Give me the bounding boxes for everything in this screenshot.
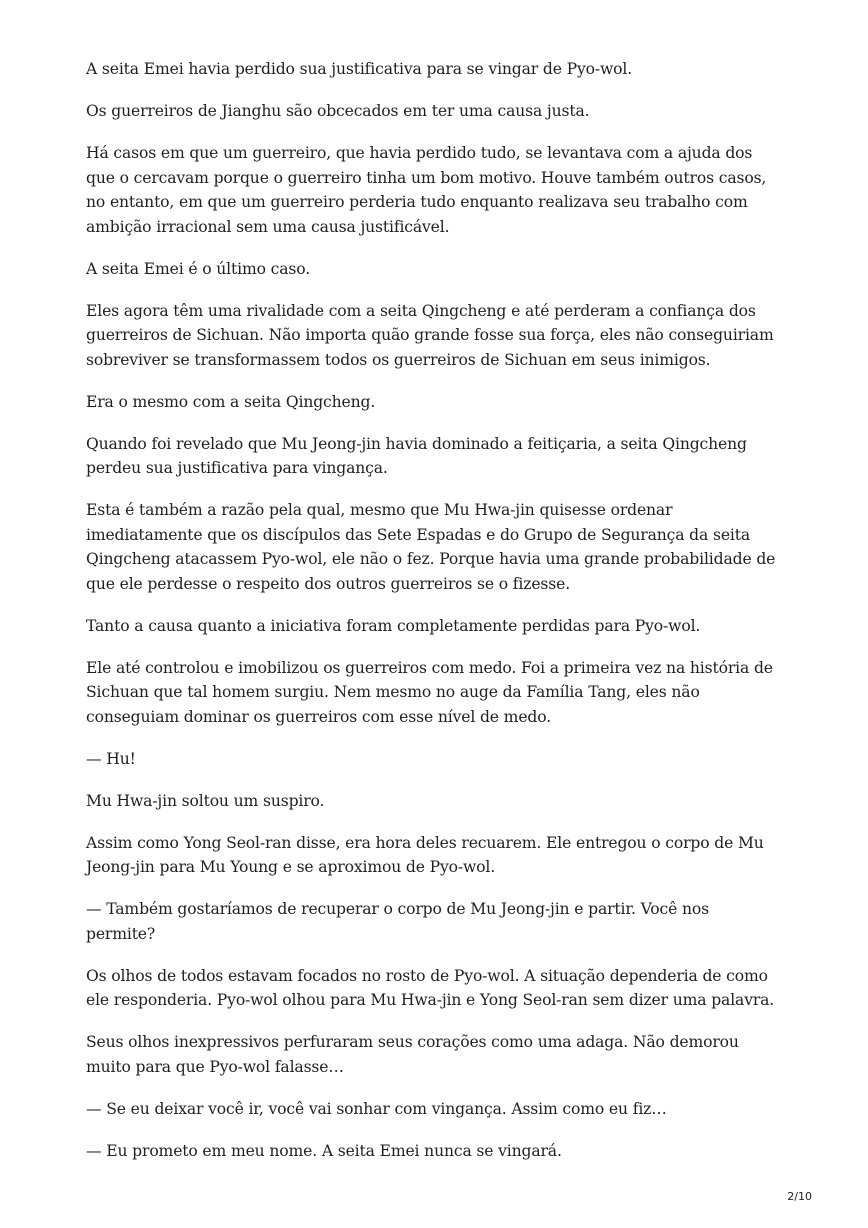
- paragraph: — Se eu deixar você ir, você vai sonhar com vingança. Assim como eu fiz…: [86, 1099, 667, 1118]
- document-body: [86, 57, 781, 1181]
- paragraph: A seita Emei havia perdido sua justificativa para se vingar de Pyo-wol.: [86, 60, 633, 78]
- paragraph: — Hu!: [86, 749, 136, 768]
- paragraph: Assim como Yong Seol-ran disse, era hora deles recuarem. Ele entregou o corpo de Mu Jeong-jin para Mu Young e se aproximou de Pyo-wol.: [86, 833, 764, 876]
- paragraph: Seus olhos inexpressivos perfuraram seus corações como uma adaga. Não demorou muito para que Pyo-wol falasse…: [86, 1033, 739, 1076]
- paragraph: Quando foi revelado que Mu Jeong-jin havia dominado a feitiçaria, a seita Qingcheng perdeu sua justificativa para vingança.: [86, 434, 747, 477]
- paragraph: Os guerreiros de Jianghu são obcecados em ter uma causa justa.: [86, 102, 590, 120]
- paragraph: Tanto a causa quanto a iniciativa foram completamente perdidas para Pyo-wol.: [86, 616, 701, 635]
- paragraph: Os olhos de todos estavam focados no rosto de Pyo-wol. A situação dependeria de como ele responderia. Pyo-wol olhou para Mu Hwa-jin e Yong Seol-ran sem dizer uma palavra.: [86, 966, 775, 1009]
- paragraph: A seita Emei é o último caso.: [86, 259, 310, 278]
- paragraph: Era o mesmo com a seita Qingcheng.: [86, 392, 376, 411]
- paragraph: Há casos em que um guerreiro, que havia perdido tudo, se levantava com a ajuda dos que o cercavam porque o guerreiro tinha um bom motivo. Houve também outros casos, no entanto, em que um guerreiro perderia tudo enquanto realizava seu trabalho com ambição irracional sem uma causa justificável.: [86, 144, 767, 236]
- paragraph: Mu Hwa-jin soltou um suspiro.: [86, 791, 325, 810]
- paragraph: Eles agora têm uma rivalidade com a seita Qingcheng e até perderam a confiança dos guerreiros de Sichuan. Não importa quão grande fosse sua força, eles não conseguiriam sobreviver se transformassem todos os guerreiros de Sichuan em seus inimigos.: [86, 301, 774, 369]
- page-number: 2/10: [787, 1190, 812, 1203]
- paragraph: Esta é também a razão pela qual, mesmo que Mu Hwa-jin quisesse ordenar imediatamente que os discípulos das Sete Espadas e do Grupo de Segurança da seita Qingcheng atacassem Pyo-wol, ele não o fez. Porque havia uma grande probabilidade de que ele perdesse o respeito dos outros guerreiros se o fizesse.: [86, 501, 776, 593]
- paragraph: — Eu prometo em meu nome. A seita Emei nunca se vingará.: [86, 1141, 562, 1160]
- paragraph: — Também gostaríamos de recuperar o corpo de Mu Jeong-jin e partir. Você nos permite?: [86, 900, 709, 943]
- paragraph: Ele até controlou e imobilizou os guerreiros com medo. Foi a primeira vez na história de Sichuan que tal homem surgiu. Nem mesmo no auge da Família Tang, eles não conseguiam dominar os guerreiros com esse nível de medo.: [86, 658, 773, 726]
